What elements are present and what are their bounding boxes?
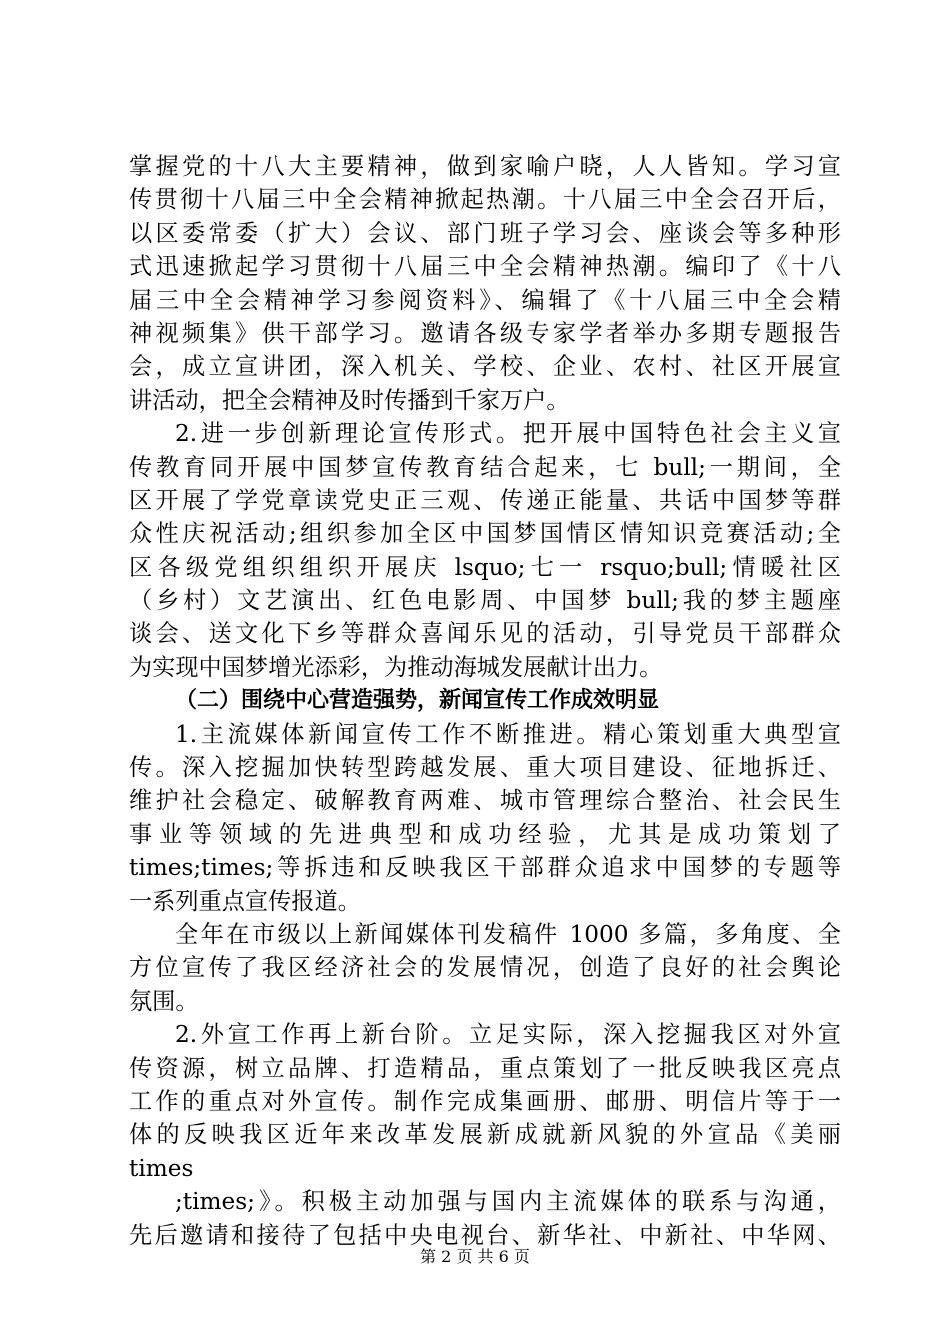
text-line: 式迅速掀起学习贯彻十八届三中全会精神热潮。编印了《十八 bbox=[129, 253, 841, 281]
text-line: 体的反映我区近年来改革发展新成就新风貌的外宣品《美丽 bbox=[129, 1121, 841, 1149]
document-body bbox=[129, 150, 841, 1252]
text-line: 全年在市级以上新闻媒体刊发稿件 1000 多篇，多角度、全 bbox=[175, 920, 841, 948]
text-line: 氛围。 bbox=[129, 987, 199, 1015]
text-line: 先后邀请和接待了包括中央电视台、新华社、中新社、中华网、 bbox=[129, 1221, 841, 1249]
text-line: 会，成立宣讲团，深入机关、学校、企业、农村、社区开展宣 bbox=[129, 353, 841, 381]
text-line: 以区委常委（扩大）会议、部门班子学习会、座谈会等多种形 bbox=[129, 219, 841, 247]
text-line: 2.外宣工作再上新台阶。立足实际，深入挖掘我区对外宣 bbox=[175, 1021, 841, 1049]
text-line: 区开展了学党章读党史正三观、传递正能量、共话中国梦等群 bbox=[129, 486, 841, 514]
page-number: 第 2 页 共 6 页 bbox=[420, 1247, 530, 1266]
text-line: 区各级党组织组织开展庆 lsquo;七一 rsquo;bull;情暖社区 bbox=[129, 553, 841, 581]
text-line: 为实现中国梦增光添彩，为推动海城发展献计出力。 bbox=[129, 653, 663, 681]
text-line: ;times;》。积极主动加强与国内主流媒体的联系与沟通， bbox=[175, 1188, 841, 1216]
text-line: 传资源，树立品牌、打造精品，重点策划了一批反映我区亮点 bbox=[129, 1054, 841, 1082]
text-line: 事业等领域的先进典型和成功经验，尤其是成功策划了 bbox=[129, 820, 841, 848]
text-line: 2.进一步创新理论宣传形式。把开展中国特色社会主义宣 bbox=[175, 420, 841, 448]
text-line: 届三中全会精神学习参阅资料》、编辑了《十八届三中全会精 bbox=[129, 286, 841, 314]
text-line: 谈会、送文化下乡等群众喜闻乐见的活动，引导党员干部群众 bbox=[129, 620, 841, 648]
text-line: 维护社会稳定、破解教育两难、城市管理综合整治、社会民生 bbox=[129, 787, 841, 815]
text-line: 工作的重点对外宣传。制作完成集画册、邮册、明信片等于一 bbox=[129, 1087, 841, 1115]
text-line: times;times;等拆违和反映我区干部群众追求中国梦的专题等 bbox=[129, 854, 841, 882]
text-line: 1.主流媒体新闻宣传工作不断推进。精心策划重大典型宣 bbox=[175, 720, 841, 748]
text-line: times bbox=[129, 1154, 194, 1182]
text-line: 传贯彻十八届三中全会精神掀起热潮。十八届三中全会召开后， bbox=[129, 186, 841, 214]
text-line: 传。深入挖掘加快转型跨越发展、重大项目建设、征地拆迁、 bbox=[129, 754, 841, 782]
text-line: 掌握党的十八大主要精神，做到家喻户晓，人人皆知。学习宣 bbox=[129, 153, 841, 180]
text-line: （乡村）文艺演出、红色电影周、中国梦 bull;我的梦主题座 bbox=[129, 587, 841, 615]
section-heading: （二）围绕中心营造强势，新闻宣传工作成效明显 bbox=[175, 688, 660, 714]
text-line: 方位宣传了我区经济社会的发展情况，创造了良好的社会舆论 bbox=[129, 954, 841, 982]
text-line: 讲活动，把全会精神及时传播到千家万户。 bbox=[129, 386, 570, 414]
text-line: 众性庆祝活动;组织参加全区中国梦国情区情知识竞赛活动;全 bbox=[129, 520, 841, 548]
text-line: 神视频集》供干部学习。邀请各级专家学者举办多期专题报告 bbox=[129, 319, 841, 347]
text-line: 传教育同开展中国梦宣传教育结合起来，七 bull;一期间，全 bbox=[129, 453, 841, 481]
text-line: 一系列重点宣传报道。 bbox=[129, 887, 361, 915]
